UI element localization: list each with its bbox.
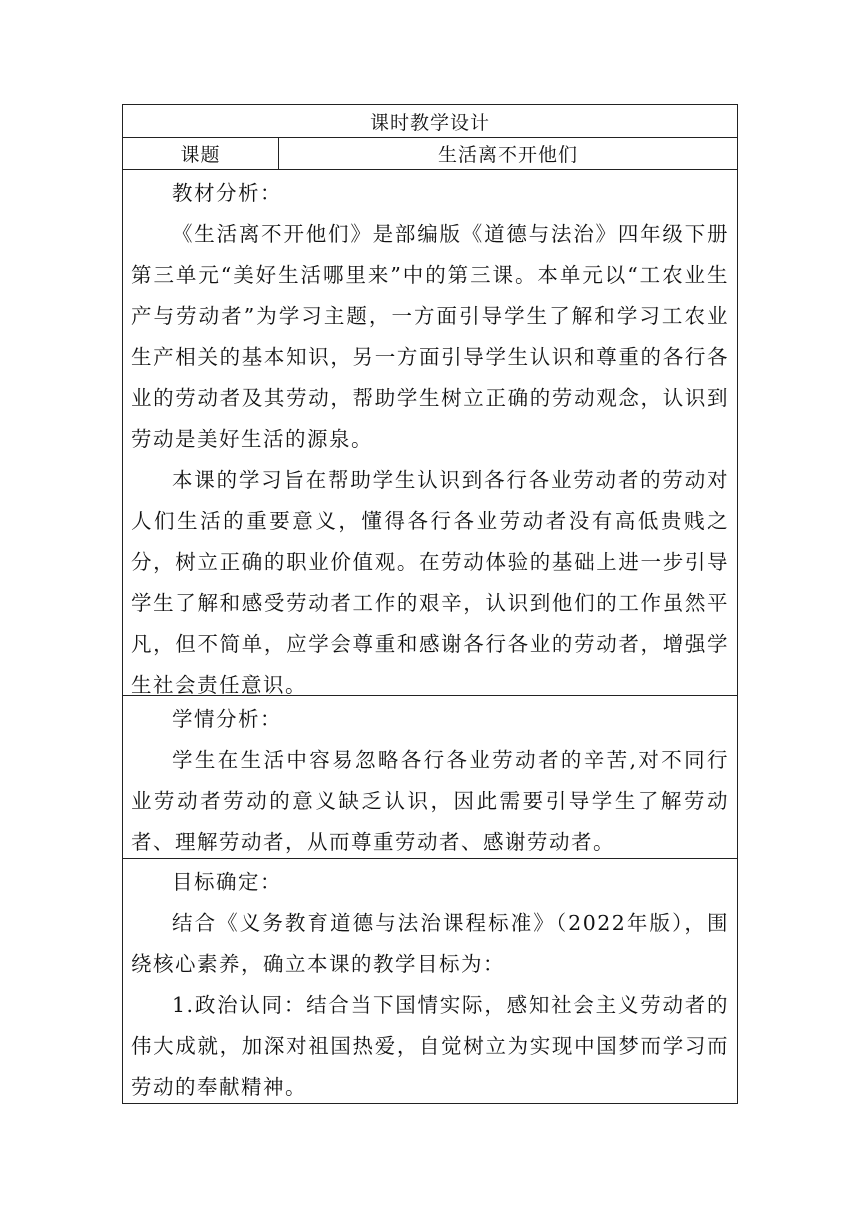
- section-heading: 教材分析：: [172, 181, 282, 205]
- topic-label: 课题: [123, 138, 279, 169]
- section-student-analysis: [123, 696, 737, 859]
- lesson-design-table: [122, 104, 738, 1104]
- table-title: 课时教学设计: [123, 105, 737, 138]
- section-paragraph: 学生在生活中容易忽略各行各业劳动者的辛苦,对不同行业劳动者劳动的意义缺乏认识，因此需要引导学生了解劳动者、理解劳动者，从而尊重劳动者、感谢劳动者。: [131, 748, 729, 854]
- section-heading: 目标确定：: [172, 870, 282, 894]
- topic-value: 生活离不开他们: [437, 144, 578, 166]
- section-paragraph: 结合《义务教育道德与法治课程标准》（2022年版），围绕核心素养，确立本课的教学目标为：: [131, 911, 729, 976]
- section-paragraph: 《生活离不开他们》是部编版《道德与法治》四年级下册第三单元“美好生活哪里来”中的第三课。本单元以“工农业生产与劳动者”为学习主题，一方面引导学生了解和学习工农业生产相关的基本知识，另一方面引导学生认识和尊重的各行各业的劳动者及其劳动，帮助学生树立正确的劳动观念，认识到劳动是美好生活的源泉。: [131, 222, 729, 451]
- section-paragraph: 1.政治认同：结合当下国情实际，感知社会主义劳动者的伟大成就，加深对祖国热爱，自觉树立为实现中国梦而学习而劳动的奉献精神。: [131, 993, 729, 1099]
- section-textbook-analysis: [123, 170, 737, 696]
- section-objectives: [123, 859, 737, 1103]
- section-paragraph: 本课的学习旨在帮助学生认识到各行各业劳动者的劳动对人们生活的重要意义，懂得各行各业劳动者没有高低贵贱之分，树立正确的职业价值观。在劳动体验的基础上进一步引导学生了解和感受劳动者工作的艰辛，认识到他们的工作虽然平凡，但不简单，应学会尊重和感谢各行各业的劳动者，增强学生社会责任意识。: [131, 468, 729, 697]
- topic-row: [123, 138, 737, 170]
- section-heading: 学情分析：: [172, 707, 282, 731]
